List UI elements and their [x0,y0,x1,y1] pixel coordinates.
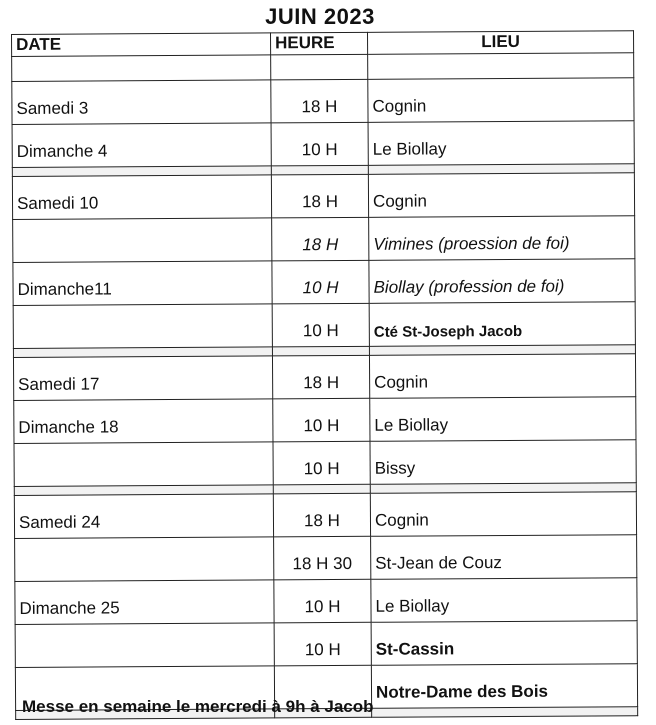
cell-date [13,218,272,263]
cell-lieu: Cognin [368,78,634,123]
cell-heure: 10 H [273,398,370,442]
table-row [12,173,634,220]
cell-date: Samedi 10 [12,175,271,220]
cell-lieu: Cté St-Joseph Jacob [369,302,635,347]
cell-date: Samedi 3 [12,80,271,125]
table-row [15,621,637,668]
cell-date: Samedi 24 [14,494,273,539]
cell-heure: 18 H [271,174,368,218]
cell-heure: 18 H [272,355,369,399]
cell-date: Dimanche 4 [12,123,271,168]
cell-lieu: Cognin [368,173,634,218]
cell-heure: 18 H [272,217,369,261]
cell-lieu: Le Biollay [368,121,634,166]
separator-row [12,53,634,82]
cell-heure: 10 H [273,441,370,485]
cell-heure: 10 H [272,260,369,304]
table-row [13,216,635,263]
column-header-date: DATE [12,33,271,57]
table-row [15,578,637,625]
cell-lieu: Le Biollay [371,578,637,623]
cell-date [14,442,273,487]
cell-date [13,304,272,349]
cell-heure: 10 H [274,622,371,666]
cell-date: Dimanche11 [13,261,272,306]
cell-heure: 10 H [271,122,368,166]
cell-lieu: St-Jean de Couz [371,535,637,580]
cell-heure: 18 H [273,493,370,537]
cell-heure: 10 H [272,303,369,347]
cell-date: Samedi 17 [13,356,272,401]
cell-heure: 18 H 30 [274,536,371,580]
table-row [14,492,636,539]
cell-lieu: Notre-Dame des Bois [371,664,637,709]
schedule-table [11,30,638,720]
cell-date: Dimanche 18 [14,399,273,444]
cell-heure: 18 H [271,79,368,123]
cell-date [15,537,274,582]
cell-lieu: Le Biollay [370,397,636,442]
cell-lieu: Biollay (profession de foi) [369,259,635,304]
column-header-heure: HEURE [270,32,367,55]
page-title: JUIN 2023 [265,4,375,29]
table-row [14,397,636,444]
cell-heure: 10 H [274,579,371,623]
cell-lieu: Bissy [370,440,636,485]
table-row [12,78,634,125]
cell-date: Dimanche 25 [15,580,274,625]
column-header-lieu: LIEU [367,31,633,55]
table-row [15,535,637,582]
cell-date [15,623,274,668]
table-row [13,354,635,401]
cell-lieu: St-Cassin [371,621,637,666]
footer-note: Messe en semaine le mercredi à 9h à Jacob [22,697,374,716]
cell-lieu: Cognin [369,354,635,399]
table-row [13,302,635,349]
table-row [13,259,635,306]
table-row [14,440,636,487]
table-row [12,121,634,168]
cell-lieu: Vimines (proession de foi) [369,216,635,261]
cell-lieu: Cognin [370,492,636,537]
